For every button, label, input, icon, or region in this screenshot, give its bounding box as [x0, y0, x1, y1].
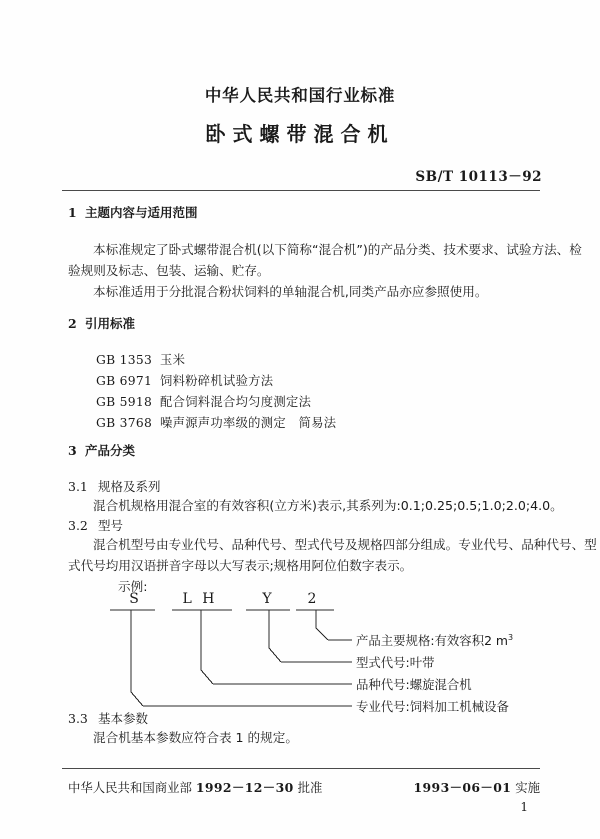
reference-name: 饲料粉碎机试验方法 [160, 374, 274, 388]
reference-item [96, 350, 185, 368]
model-code-char-1: S [129, 591, 139, 607]
example-label: 示例: [118, 579, 148, 594]
footer-effective [414, 778, 541, 796]
section-1-paragraph-line-2: 验规则及标志、包装、运输、贮存。 [68, 263, 270, 278]
standard-organization: 中华人民共和国行业标准 [204, 86, 396, 105]
reference-name: 配合饲料混合均匀度测定法 [160, 395, 312, 409]
page-title: 卧式螺带混合机 [205, 122, 395, 146]
subsection-number-3-2: 3.2 [68, 518, 88, 533]
cubic-meter-superscript: 3 [507, 632, 514, 642]
subsection-title-3-3: 基本参数 [98, 711, 149, 726]
footer-approval [68, 778, 322, 796]
section-number-3: 3 [68, 443, 77, 458]
page-number: 1 [520, 800, 528, 814]
subsection-3-2-paragraph-line-1: 混合机型号由专业代号、品种代号、型式代号及规格四部分组成。专业代号、品种代号、型 [93, 537, 597, 552]
section-title-2: 引用标准 [85, 316, 136, 331]
subsection-3-3-paragraph: 混合机基本参数应符合表 1 的规定。 [93, 730, 298, 745]
section-1-paragraph-line-1: 本标准规定了卧式螺带混合机(以下简称“混合机”)的产品分类、技术要求、试验方法、检 [93, 242, 582, 257]
diagram-label-specialty-code: 专业代号:饲料加工机械设备 [356, 699, 509, 714]
reference-name: 玉米 [160, 353, 186, 367]
reference-name: 噪声源声功率级的测定 简易法 [160, 416, 337, 430]
model-code-char-3: Y [262, 591, 272, 607]
reference-item [96, 392, 311, 410]
section-heading-2 [68, 314, 135, 332]
standard-code: SB/T 10113－92 [415, 169, 542, 185]
section-heading-3 [68, 441, 135, 459]
reference-id: GB 6971 [96, 374, 153, 388]
diagram-label-type-code: 型式代号:叶带 [356, 655, 435, 670]
section-number-1: 1 [68, 205, 77, 220]
diagram-label-product-spec: 产品主要规格:有效容积2 $m^3$ [356, 632, 514, 648]
subsection-heading-3-2 [68, 516, 123, 534]
footer-divider [62, 768, 540, 769]
subsection-title-3-1: 规格及系列 [98, 479, 161, 494]
effective-date: 1993－06－01 [413, 780, 512, 795]
reference-id: GB 3768 [96, 416, 153, 430]
diagram-label-variety-code: 品种代号:螺旋混合机 [356, 677, 472, 692]
subsection-number-3-3: 3.3 [68, 711, 88, 726]
section-number-2: 2 [68, 316, 77, 331]
subsection-title-3-2: 型号 [98, 518, 124, 533]
header-divider [62, 190, 540, 191]
subsection-3-2-paragraph-line-2: 式代号均用汉语拼音字母以大写表示;规格用阿位伯数字表示。 [68, 558, 413, 573]
reference-id: GB 1353 [96, 353, 153, 367]
approval-organization: 中华人民共和国商业部 [68, 780, 192, 795]
section-title-1: 主题内容与适用范围 [85, 205, 198, 220]
reference-item [96, 413, 336, 431]
approval-date: 1992－12－30 [195, 780, 294, 795]
model-code-char-4: 2 [307, 591, 317, 607]
reference-item [96, 371, 273, 389]
effective-suffix: 实施 [515, 780, 540, 795]
section-heading-1 [68, 203, 198, 221]
subsection-heading-3-1 [68, 477, 161, 495]
model-code-char-2: L H [182, 591, 218, 607]
section-1-paragraph-line-3: 本标准适用于分批混合粉状饲料的单轴混合机,同类产品亦应参照使用。 [93, 284, 488, 299]
approval-suffix: 批准 [297, 780, 323, 795]
subsection-number-3-1: 3.1 [68, 479, 88, 494]
subsection-3-1-paragraph: 混合机规格用混合室的有效容积(立方米)表示,其系列为:0.1;0.25;0.5;1.0;2.0;4.0。 [93, 498, 563, 513]
reference-id: GB 5918 [96, 395, 153, 409]
section-title-3: 产品分类 [85, 443, 136, 458]
subsection-heading-3-3 [68, 709, 148, 727]
